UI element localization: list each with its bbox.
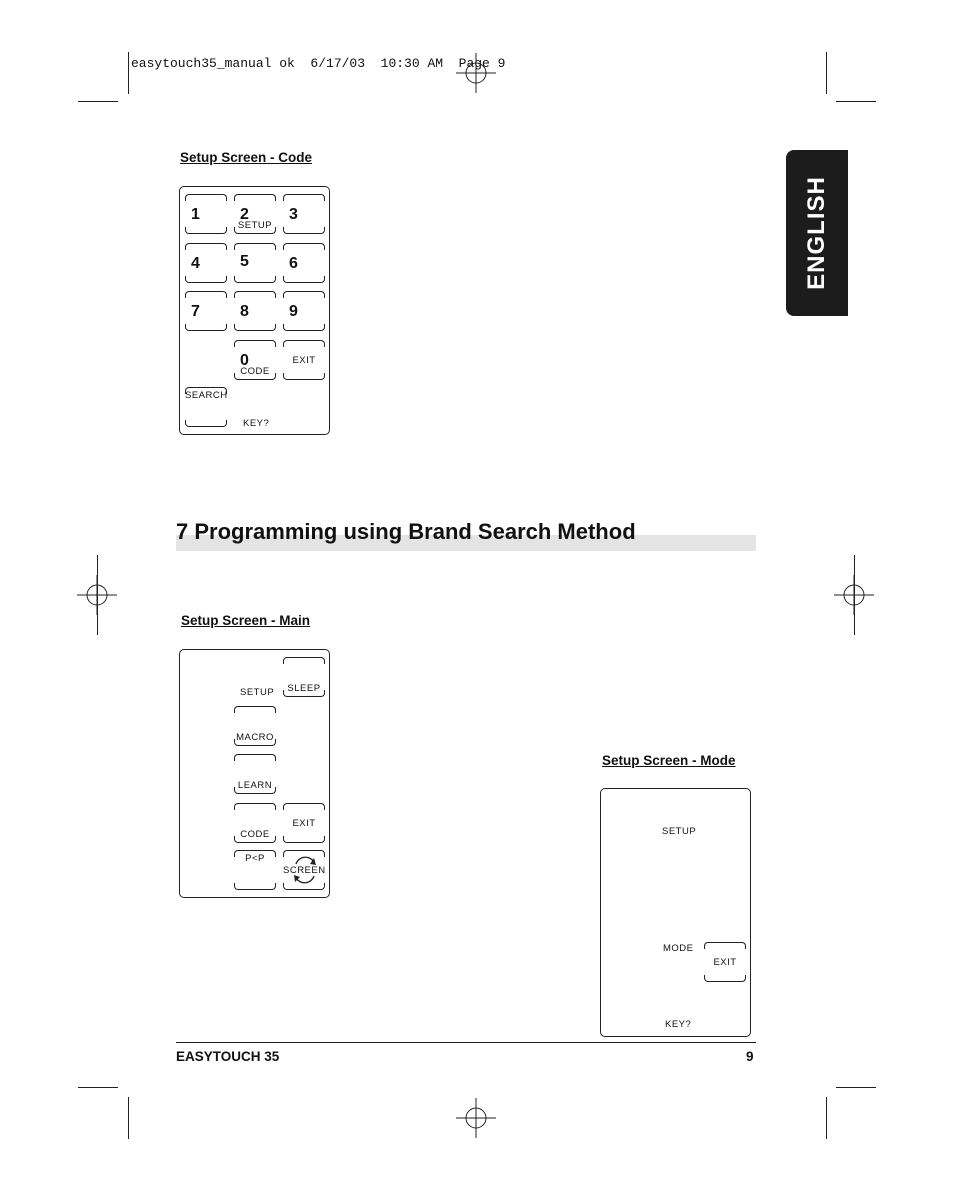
key-8[interactable] xyxy=(234,291,276,331)
footer-rule xyxy=(176,1042,756,1043)
figure-caption-main: Setup Screen - Main xyxy=(181,613,311,628)
key-label: MACRO xyxy=(236,732,274,743)
registration-mark-icon xyxy=(456,1098,496,1138)
key-label: SETUP xyxy=(237,220,273,231)
crop-mark xyxy=(128,52,129,94)
learn-key[interactable] xyxy=(234,754,276,794)
key-label: EXIT xyxy=(713,957,737,968)
key-number: 7 xyxy=(191,303,200,320)
macro-key[interactable] xyxy=(234,706,276,746)
key-number: 3 xyxy=(289,206,298,223)
key-7[interactable] xyxy=(185,291,227,331)
key-number: 6 xyxy=(289,255,298,272)
exit-key[interactable] xyxy=(704,942,746,982)
crop-mark xyxy=(128,1097,129,1139)
code-key[interactable] xyxy=(234,803,276,843)
footer-product-name: EASYTOUCH 35 xyxy=(176,1049,280,1064)
exit-key[interactable] xyxy=(283,340,325,380)
crop-mark xyxy=(836,1087,876,1088)
figure-caption-mode: Setup Screen - Mode xyxy=(602,753,736,768)
section-heading: 7 Programming using Brand Search Method xyxy=(176,519,636,544)
key-number: 0 xyxy=(240,352,249,369)
key-0-code[interactable] xyxy=(234,340,276,380)
key-number: 1 xyxy=(191,206,200,223)
key-3[interactable] xyxy=(283,194,325,234)
key-9[interactable] xyxy=(283,291,325,331)
key-number: 2 xyxy=(240,206,249,223)
footer-page-number: 9 xyxy=(746,1049,754,1064)
exit-key[interactable] xyxy=(283,803,325,843)
printer-slug: easytouch35_manual ok 6/17/03 10:30 AM Page 9 xyxy=(131,56,506,71)
key-label: LEARN xyxy=(237,780,273,791)
sleep-key[interactable] xyxy=(283,657,325,697)
key-2-setup[interactable] xyxy=(234,194,276,234)
setup-screen-main xyxy=(179,649,330,898)
figure-caption-code: Setup Screen - Code xyxy=(180,150,313,165)
setup-screen-code xyxy=(179,186,330,435)
key-label: SEARCH xyxy=(185,390,228,401)
key-label: EXIT xyxy=(292,355,316,366)
key-label: P<P xyxy=(245,853,265,864)
key-number: 5 xyxy=(240,253,249,270)
key-5[interactable] xyxy=(234,243,276,283)
crop-mark xyxy=(78,1087,118,1088)
key-prompt: KEY? xyxy=(243,418,270,429)
registration-mark-icon xyxy=(456,53,496,93)
search-key[interactable] xyxy=(185,387,227,427)
language-tab xyxy=(786,150,848,316)
key-number: 8 xyxy=(240,303,249,320)
key-label: EXIT xyxy=(292,818,316,829)
key-label: CODE xyxy=(240,829,270,840)
crop-mark xyxy=(78,101,118,102)
crop-mark xyxy=(854,555,855,635)
screen-key[interactable] xyxy=(283,850,325,890)
pip-key[interactable] xyxy=(234,850,276,890)
setup-label: SETUP xyxy=(240,687,275,698)
language-tab-label: ENGLISH xyxy=(803,176,830,290)
setup-label: SETUP xyxy=(662,826,697,837)
mode-label: MODE xyxy=(663,943,694,954)
crop-mark xyxy=(826,1097,827,1139)
key-label: CODE xyxy=(240,366,270,377)
crop-mark xyxy=(836,101,876,102)
key-number: 9 xyxy=(289,303,298,320)
key-prompt: KEY? xyxy=(665,1019,692,1030)
crop-mark xyxy=(97,555,98,635)
setup-screen-mode xyxy=(600,788,751,1037)
key-label: SLEEP xyxy=(287,683,321,694)
key-1[interactable] xyxy=(185,194,227,234)
key-4[interactable] xyxy=(185,243,227,283)
key-number: 4 xyxy=(191,255,200,272)
key-label: SCREEN xyxy=(283,865,326,876)
crop-mark xyxy=(826,52,827,94)
key-6[interactable] xyxy=(283,243,325,283)
